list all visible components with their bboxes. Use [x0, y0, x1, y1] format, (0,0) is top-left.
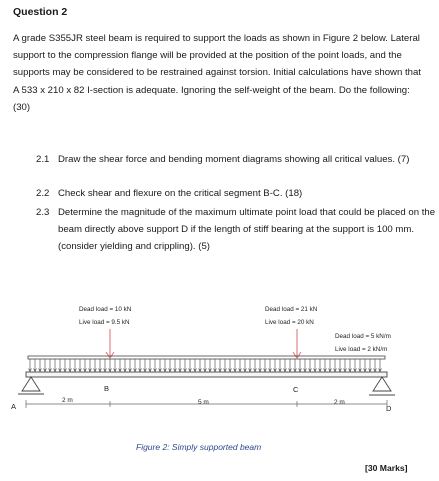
point-load-c-arrow — [293, 329, 301, 358]
total-marks: [30 Marks] — [365, 463, 408, 473]
span-ab-label: 2 m — [62, 397, 73, 404]
point-d-label: D — [386, 404, 392, 413]
pin-support-a — [18, 377, 44, 394]
span-bc-label: 5 m — [198, 399, 209, 406]
point-load-b-arrow — [106, 329, 114, 358]
sub-question-number: 2.1 — [36, 154, 50, 165]
udl-arrows — [29, 359, 382, 372]
udl-dead-label: Dead load = 5 kN/m — [335, 333, 391, 340]
point-b-label: B — [104, 384, 110, 393]
span-cd-label: 2 m — [334, 399, 345, 406]
sub-question-text: Determine the magnitude of the maximum ultimate point load that could be placed on the beam directly above support D if the length of stiff bearing at the support is 100 mm. (consider yielding and crippling). (5) — [58, 207, 436, 253]
point-a-label: A — [11, 402, 17, 411]
udl-top-line — [28, 356, 385, 359]
load-c-dead-label: Dead load = 21 kN — [265, 306, 318, 313]
load-c-live-label: Live load = 20 kN — [265, 319, 314, 326]
load-b-live-label: Live load = 9.5 kN — [79, 319, 130, 326]
sub-question-number: 2.3 — [36, 207, 50, 218]
load-b-dead-label: Dead load = 10 kN — [79, 306, 132, 313]
sub-question-text: Check shear and flexure on the critical segment B-C. (18) — [58, 188, 303, 199]
beam — [26, 372, 387, 377]
sub-question-text: Draw the shear force and bending moment diagrams showing all critical values. (7) — [58, 154, 410, 165]
sub-question-number: 2.2 — [36, 188, 50, 199]
roller-support-d — [369, 377, 395, 395]
question-intro: A grade S355JR steel beam is required to support the loads as shown in Figure 2 below. Lateral support to the compression flange will be provided at the position of the point loads, and the supports may be considered to be restrained against torsion. Initial calculations have shown that A 533 x 210 x 82 I-section is adequate. Ignoring the self-weight of the beam. Do the following: (30) — [13, 33, 421, 113]
udl-live-label: Live load = 2 kN/m — [335, 346, 388, 353]
figure-caption: Figure 2: Simply supported beam — [136, 442, 262, 452]
question-heading: Question 2 — [13, 6, 68, 18]
point-c-label: C — [293, 385, 299, 394]
